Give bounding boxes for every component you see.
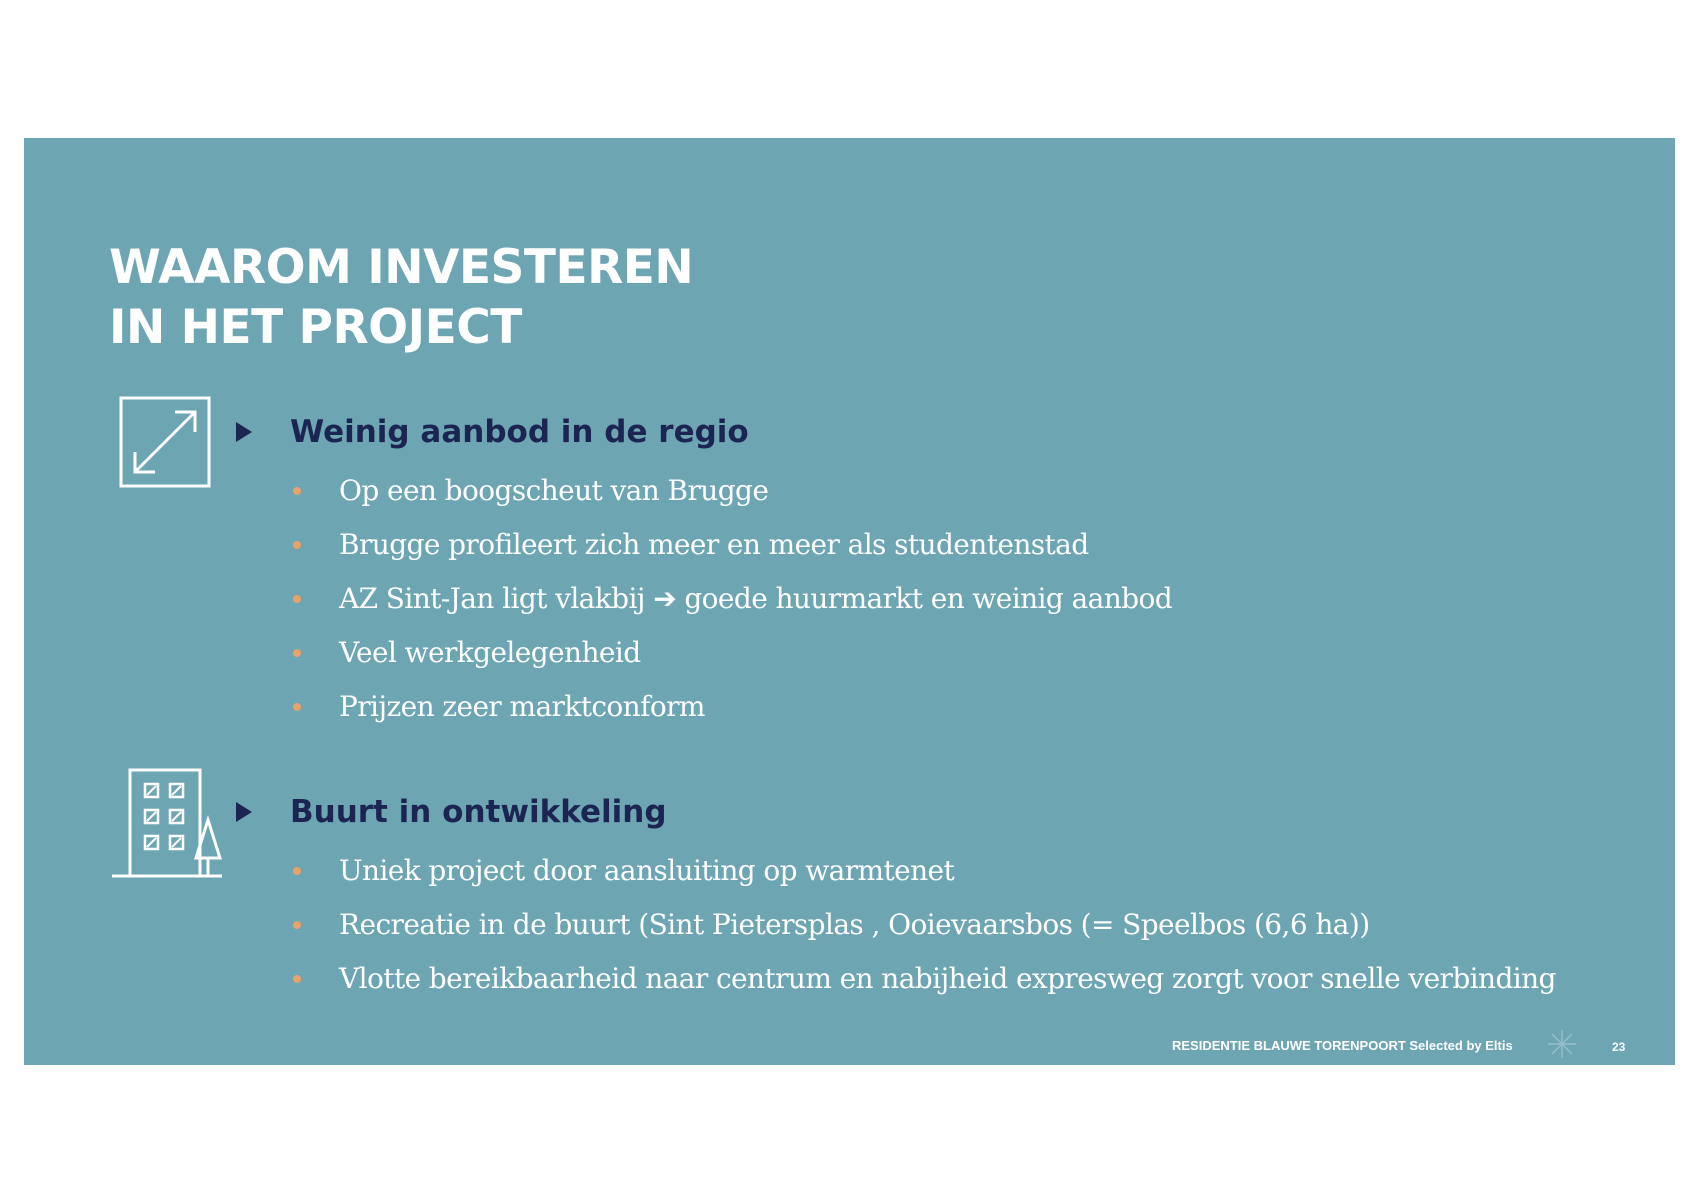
- triangle-bullet-icon: [236, 422, 252, 442]
- footer-text: RESIDENTIE BLAUWE TORENPOORT Selected by Eltis: [1172, 1038, 1513, 1053]
- list-item: Vlotte bereikbaarheid naar centrum en nabijheid expresweg zorgt voor snelle verbinding: [289, 952, 1556, 1006]
- slide: [24, 138, 1675, 1065]
- section-heading-buurt: [236, 790, 667, 834]
- list-item: Veel werkgelegenheid: [289, 626, 1172, 680]
- list-item: Recreatie in de buurt (Sint Pietersplas , Ooievaarsbos (= Speelbos (6,6 ha)): [289, 898, 1556, 952]
- section-heading-text: Buurt in ontwikkeling: [290, 794, 667, 830]
- slide-title: [109, 238, 693, 358]
- title-line-2: IN HET PROJECT: [109, 300, 522, 355]
- list-item: Op een boogscheut van Brugge: [289, 464, 1172, 518]
- section-heading-aanbod: [236, 410, 749, 454]
- section-heading-text: Weinig aanbod in de regio: [290, 414, 749, 450]
- triangle-bullet-icon: [236, 802, 252, 822]
- brand-logo-icon: [1544, 1026, 1580, 1062]
- bullet-list-buurt: [289, 844, 1556, 1006]
- expand-arrows-icon: [119, 396, 211, 488]
- list-item: AZ Sint-Jan ligt vlakbij ➔ goede huurmarkt en weinig aanbod: [289, 572, 1172, 626]
- list-item: Uniek project door aansluiting op warmtenet: [289, 844, 1556, 898]
- list-item: Prijzen zeer marktconform: [289, 680, 1172, 734]
- page-number: 23: [1612, 1040, 1626, 1054]
- list-item: Brugge profileert zich meer en meer als studentenstad: [289, 518, 1172, 572]
- bullet-list-aanbod: [289, 464, 1172, 734]
- building-tree-icon: [112, 766, 230, 882]
- title-line-1: WAAROM INVESTEREN: [109, 240, 694, 295]
